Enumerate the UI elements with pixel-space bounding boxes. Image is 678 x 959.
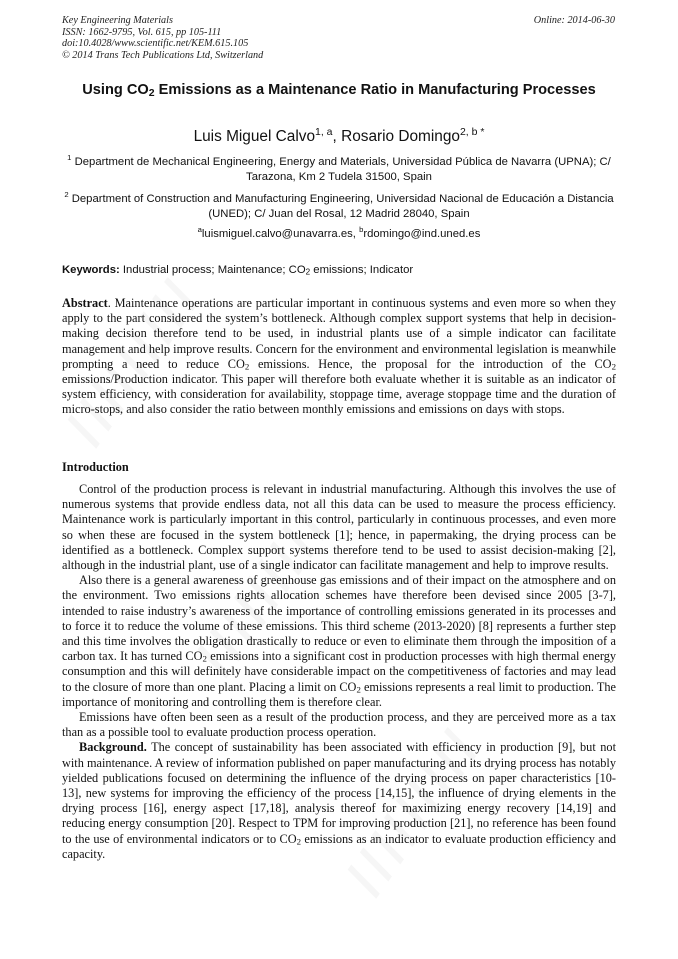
author-name: Rosario Domingo [341,128,460,145]
author-name: Luis Miguel Calvo [193,128,316,145]
issn-line: ISSN: 1662-9795, Vol. 615, pp 105-111 [62,26,222,38]
email-link[interactable]: rdomingo@ind.uned.es [363,228,481,240]
affiliation-2: $^2$ Department of Construction and Manufacturing Engineering, Universidad Nacional de Educación a Distancia (UNED); C/ Juan del Rosal, 12 Madrid 28040, Spain [64,190,614,220]
journal-name: Key Engineering Materials [62,15,173,26]
section-heading: Introduction [62,460,129,474]
affiliation-1: $^1$ Department de Mechanical Engineering, Energy and Materials, Universidad Pública de Navarra (UPNA); C/ Tarazona, Km 2 Tudela 31500, Spain [67,153,611,183]
paragraph: Also there is a general awareness of greenhouse gas emissions and of their impact on the atmosphere and on the environment. Two emissions rights allocation schemes have therefore been devised since 2005 [3-7], intended to raise industry’s awareness of the importance of controlling emissions generated in its processes and to force it to reduce the volume of these emissions. This third scheme (2013-2020) [8] represents a further step and this time involves the obligation drastically to reduce or even to eliminate them through the imposition of a carbon tax. It has turned CO2 emissions into a significant cost in production processes with high thermal energy consumption and this will definitely have considerable impact on the competitiveness of factories and may lead to the closure of more than one plant. Placing a limit on CO2 emissions represents a real limit to production. The importance of monitoring and controlling them is therefore clear. [62,573,617,709]
copyright-line: © 2014 Trans Tech Publications Ltd, Switzerland [62,49,264,61]
keywords-label: Keywords: [62,264,120,276]
paragraph: Background. The concept of sustainability has been associated with efficiency in production [9], but not with maintenance. A review of information published on paper manufacturing and its drying process has notably yielded publications focused on determining the influence of the drying process on paper characteristics [10-13], new systems for improving the efficiency of the process [14,15], the influence of drying elements in the drying process [16], energy aspect [17,18], analysis thereof for maximizing energy recovery [14,19] and reducing energy consumption [20]. Respect to TPM for improving production [21], no reference has been found to the use of environmental indicators or to CO2 emissions as an indicator to evaluate production efficiency and capacity. [62,740,616,861]
abstract: Abstract. Maintenance operations are particular important in continuous systems and even more so when they apply to the part considered the system’s bottleneck. Although complex support systems that help in decision-making decision therefore tend to be used, in industrial plants use of a simple indicator can facilitate management and help improve results. Concern for the environment and environmental legislation is meanwhile prompting a need to reduce CO2 emissions. Hence, the proposal for the introduction of the CO2 emissions/Production indicator. This paper will therefore both evaluate whether it is suitable as an indicator of system efficiency, with consideration for availability, stoppage time, average stoppage time and the duration of micro-stops, and also consider the ratio between monthly emissions and emissions on days with stops. [62,296,616,417]
email-link[interactable]: luismiguel.calvo@unavarra.es [201,228,353,240]
introduction-body [62,482,616,862]
paragraph: Emissions have often been seen as a result of the production process, and they are perceived more as a tax than as a possible tool to evaluate production process operation. [62,710,616,740]
paper-title: Using CO2 Emissions as a Maintenance Ratio in Manufacturing Processes [82,82,596,99]
online-date: Online: 2014-06-30 [533,15,615,26]
author-emails: $^a$luismiguel.calvo@unavarra.es, $^b$rdomingo@ind.uned.es [197,225,481,240]
keywords: Keywords: Industrial process; Maintenance; CO2 emissions; Indicator [62,264,414,277]
doi-line: doi:10.4028/www.scientific.net/KEM.615.105 [62,38,249,50]
author-list: Luis Miguel Calvo$^{1, a}$, Rosario Domingo$^{2, b *}$ [193,126,485,145]
paragraph: Control of the production process is relevant in industrial manufacturing. Although this involves the use of numerous systems that provide endless data, not all this data can be used to measure the process efficiency. Maintenance work is particularly important in this control, particularly in continuous processes, and even more so when these are focused in the system bottleneck [1]; hence, in papermaking, the drying process can be identified as a bottleneck. Complex support systems therefore tend to be used to assist decision-making [2], although in the industrial plant, use of a single indicator can facilitate management and help to improve results. [62,482,616,573]
abstract-label: Abstract [62,296,108,310]
journal-header [62,15,263,61]
